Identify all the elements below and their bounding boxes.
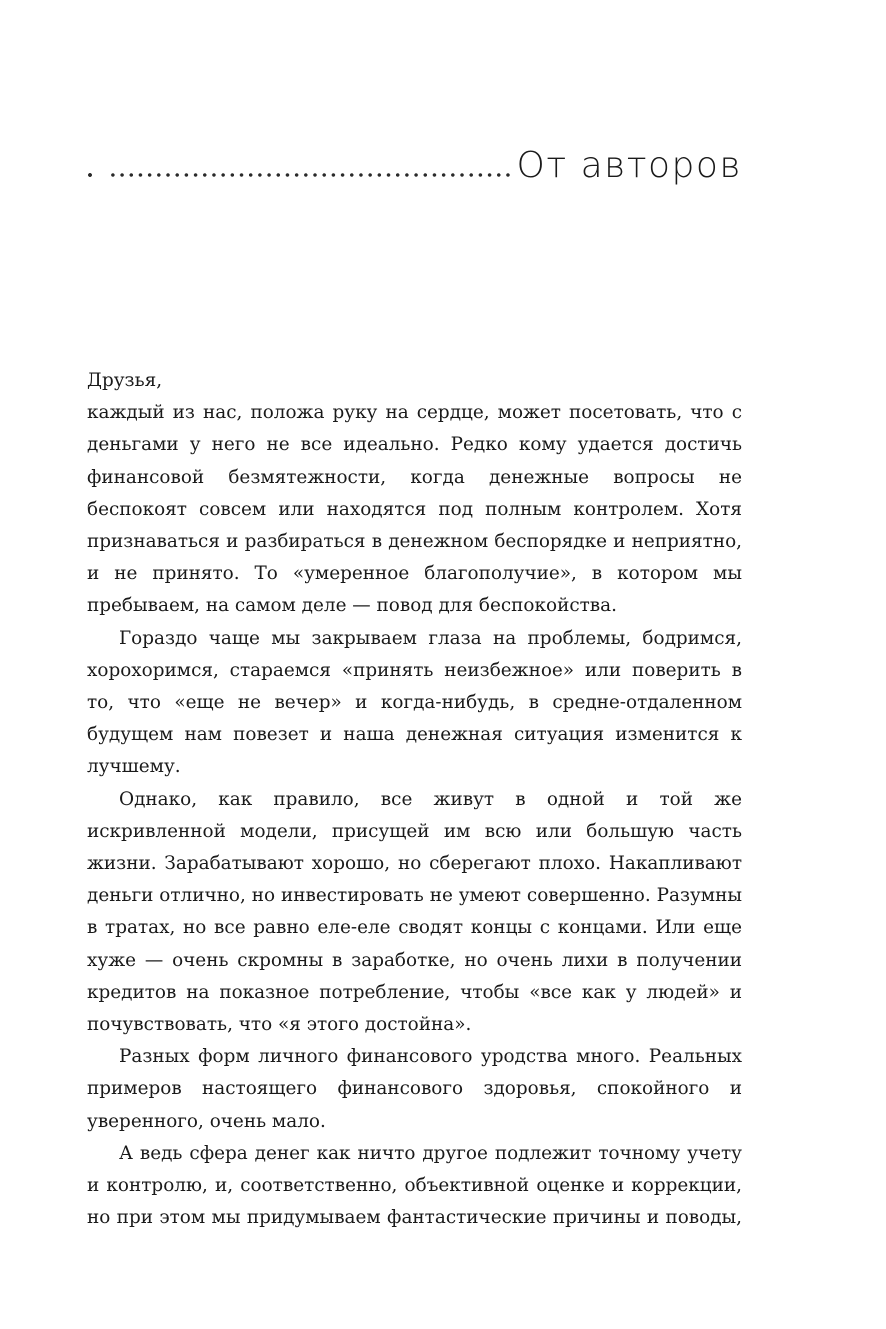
paragraph-2: Гораздо чаще мы закрываем глаза на проблемы, бодримся, хорохоримся, стараемся «принять неизбежное» или поверить в то, что «еще не вечер» и когда-нибудь, в средне-отдаленном будущем нам повезет и наша денежная ситуация изменится к лучшему. <box>87 627 742 778</box>
body-text <box>87 365 742 1234</box>
paragraph-5: А ведь сфера денег как ничто другое подлежит точному учету и контролю, и, соответственно, объективной оценке и коррекции, но при этом мы придумываем фантастические причины и поводы, <box>87 1142 742 1229</box>
paragraph-4: Разных форм личного финансового уродства много. Реальных примеров настоящего финансового здоровья, спокойного и уверенного, очень мало. <box>87 1046 742 1132</box>
paragraph-1: каждый из нас, положа руку на сердце, может посетовать, что с деньгами у него не все идеально. Редко кому удается достичь финансовой безмятежности, когда денежные вопросы не беспокоят совсем или находятся под полным контролем. Хотя признаваться и разбираться в денежном беспорядке и неприятно, и не принято. То «умеренное благополучие», в котором мы пребываем, на самом деле — повод для беспокойства. <box>87 402 742 617</box>
chapter-title: От авторов <box>516 145 742 186</box>
leader-dots <box>108 172 513 178</box>
leader-dot-lead <box>86 172 94 178</box>
paragraph-3: Однако, как правило, все живут в одной и той же искривленной модели, присущей им всю или большую часть жизни. Зарабатывают хорошо, но сберегают плохо. Накапливают деньги отлично, но инвестировать не умеют совершенно. Разумны в тратах, но все равно еле-еле сводят концы с концами. Или еще хуже — очень скромны в заработке, но очень лихи в получении кредитов на показное потребление, чтобы «все как у людей» и почувствовать, что «я этого достойна». <box>87 788 742 1036</box>
chapter-heading <box>86 138 742 194</box>
salutation: Друзья, <box>87 370 163 391</box>
